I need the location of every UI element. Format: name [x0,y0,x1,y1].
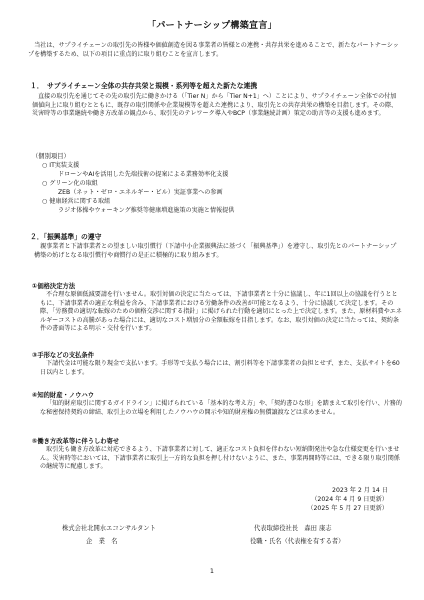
subsection-heading-price: ①価格決定方法 [32,283,76,290]
list-item-green [42,180,98,188]
subsection-heading-workstyle: ⑤働き方改革等に伴うしわ寄せ [32,438,120,445]
list-item-label: 健康経営に関する取組 [49,198,111,205]
bullet-icon: ○ [42,180,48,187]
document-title: 「パートナーシップ構築宣言」 [147,21,277,31]
list-subitem: ドローンやAIを活用した先端技術の提案による業務効率化支援 [58,171,229,178]
representative-caption: 役職・氏名（代表権を有する者） [250,538,345,545]
page-number: 1 [209,567,215,575]
update-date-2: （2025 年 5 月 27 日更新） [307,505,388,512]
subsection-heading-ip: ④知的財産・ノウハウ [32,392,95,399]
section1-list-label: （個別項目） [32,153,70,160]
update-date-1: （2024 年 4 月 9 日更新） [311,496,388,503]
list-item-label: グリーン化の取組 [49,180,98,187]
intro-paragraph: 当社は、サプライチェーンの取引先の皆様や価値創造を図る事業者の皆様との連携・共存共栄を進めることで、新たなパートナーシップを構築するため、以下の項目に重点的に取り組むことを宣言します。 [28,42,399,58]
company-name: 株式会社北開水エコンサルタント [62,525,156,532]
bullet-icon: ○ [42,198,48,205]
list-item-label: IT実装支援 [49,162,80,169]
declaration-date: 2023 年 2 月 14 日 [332,487,388,494]
subsection-body-ip: 「知的財産取引に関するガイドライン」に掲げられている「基本的な考え方」や、「契約書ひな形」を踏まえて取引を行い、片務的な秘密保持契約の締結、取引上の立場を利用したノウハウの開示や知的財産権の無償譲渡などは求めません。 [40,400,402,416]
subsection-body-workstyle: 取引先も働き方改革に対応できるよう、下請事業者に対して、適正なコスト負担を伴わない短納期発注や急な仕様変更を行いません。災害時等においては、下請事業者に取引上一方的な負担を押し付けないように、また、事業再開時等には、できる限り取引関係の継続等に配慮します。 [40,446,400,471]
company-caption: 企 業 名 [86,538,118,545]
subsection-heading-payment: ③手形などの支払条件 [32,352,95,359]
list-subitem: ラジオ体操やウォーキング推奨等健康増進施策の実施と情報提供 [58,207,235,214]
representative-name: 代表取締役社長 森田 康志 [254,525,332,532]
list-item-it [42,162,79,170]
section1-heading: １． サプライチェーン全体の共存共栄と規模・系列等を超えた新たな連携 [30,82,258,90]
list-item-health [42,198,110,206]
section2-heading: ２．「振興基準」の遵守 [30,233,102,241]
subsection-body-payment: 下請代金は可能な限り現金で支払います。手形等で支払う場合には、割引料等を下請事業者の負担とせず、また、支払サイトを60日以内とします。 [40,360,400,376]
section2-body: 親事業者と下請事業者との望ましい取引慣行（下請中小企業振興法に基づく「振興基準」）を遵守し、取引先とのパートナーシップ構築の妨げとなる取引慣行や商慣行の是正に積極的に取り組みます。 [34,243,397,259]
subsection-body-price: 不合理な原価低減要請を行いません。取引対価の決定に当たっては、下請事業者と十分に協議し、年に1回以上の協議を行うとともに、下請事業者の適正な利益を含み、下請事業者における労働条件の改善が可能となるよう、十分に協議して決定します。その際、「労務費の適切な転嫁のための価格交渉に関する指針」に掲げられた行動を適切にとった上で決定します。また、原材料費やエネルギーコストの高騰があった場合には、適切なコスト増加分の全額転嫁を目指します。なお、取引対価の決定に当たっては、契約条件の書面等による明示・交付を行います。 [40,291,402,333]
bullet-icon: ○ [42,162,48,169]
list-subitem: ZEB（ネット・ゼロ・エネルギー・ビル）実証事業への参画 [58,189,223,196]
section1-body: 直接の取引先を通じてその先の取引先に働きかける（「Tier N」から「Tier N+1」へ）ことにより、サプライチェーン全体での付加価値向上に取り組むとともに、既存の取引関係や企業規模等を超えた連携により、取引先との共存共栄の構築を目指します。その際、災害時等の事業継続や働き方改革の観点から、取引先のテレワーク導入やBCP（事業継続計画）策定の助言等の支援も進めます。 [32,93,398,118]
